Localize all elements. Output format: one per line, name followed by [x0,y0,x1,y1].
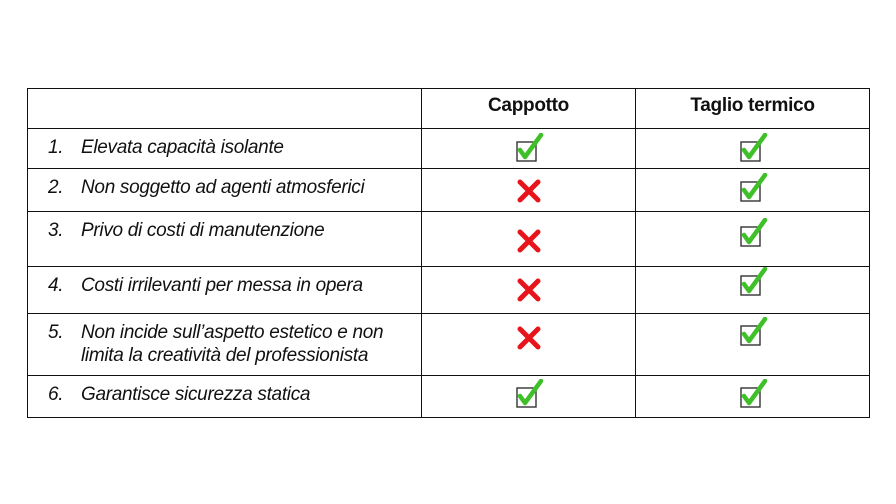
feature-content [28,314,421,367]
row-number: 2. [48,177,64,198]
taglio-mark-cell [636,376,870,418]
row-number: 5. [48,322,64,343]
checkbox-checked-icon [738,218,768,248]
feature-cell [28,129,422,169]
header-feature [28,89,422,129]
feature-text: Non incide sull’aspetto estetico e non limita la creatività del professionista [81,322,384,366]
comparison-table-wrapper [27,88,870,418]
taglio-mark-cell [636,267,870,314]
taglio-mark-cell [636,314,870,376]
cappotto-mark-cell [422,129,636,169]
taglio-mark-cell [636,212,870,267]
row-number: 3. [48,220,64,241]
comparison-table [27,88,870,418]
feature-text: Non soggetto ad agenti atmosferici [81,177,365,198]
table-row [28,376,870,418]
feature-content [28,129,421,159]
feature-content [28,212,421,242]
taglio-mark-cell [636,169,870,212]
header-cappotto-label: Cappotto [488,95,569,116]
checkbox-checked-icon [738,267,768,297]
checkbox-checked-icon [738,173,768,203]
checkbox-checked-icon [514,133,544,163]
checkbox-checked-icon [738,379,768,409]
red-x-icon [516,277,542,303]
table-row [28,212,870,267]
header-cappotto [422,89,636,129]
comparison-body [28,129,870,418]
checkbox-checked-icon [738,133,768,163]
feature-text: Garantisce sicurezza statica [81,384,311,405]
table-row [28,267,870,314]
row-number: 4. [48,275,64,296]
feature-content [28,169,421,199]
feature-cell [28,267,422,314]
feature-cell [28,212,422,267]
checkbox-checked-icon [514,379,544,409]
red-x-icon [516,178,542,204]
cappotto-mark-cell [422,314,636,376]
red-x-icon [516,228,542,254]
row-number: 1. [48,137,64,158]
header-taglio-label: Taglio termico [690,95,815,116]
feature-content [28,267,421,297]
row-number: 6. [48,384,64,405]
feature-text: Elevata capacità isolante [81,137,284,158]
feature-text: Costi irrilevanti per messa in opera [81,275,363,296]
feature-cell [28,169,422,212]
cappotto-mark-cell [422,169,636,212]
checkbox-checked-icon [738,317,768,347]
feature-content [28,376,421,406]
table-row [28,129,870,169]
feature-cell [28,376,422,418]
header-taglio-termico [636,89,870,129]
table-row [28,169,870,212]
header-row [28,89,870,129]
cappotto-mark-cell [422,267,636,314]
red-x-icon [516,325,542,351]
table-row [28,314,870,376]
feature-cell [28,314,422,376]
cappotto-mark-cell [422,376,636,418]
taglio-mark-cell [636,129,870,169]
feature-text: Privo di costi di manutenzione [81,220,325,241]
cappotto-mark-cell [422,212,636,267]
